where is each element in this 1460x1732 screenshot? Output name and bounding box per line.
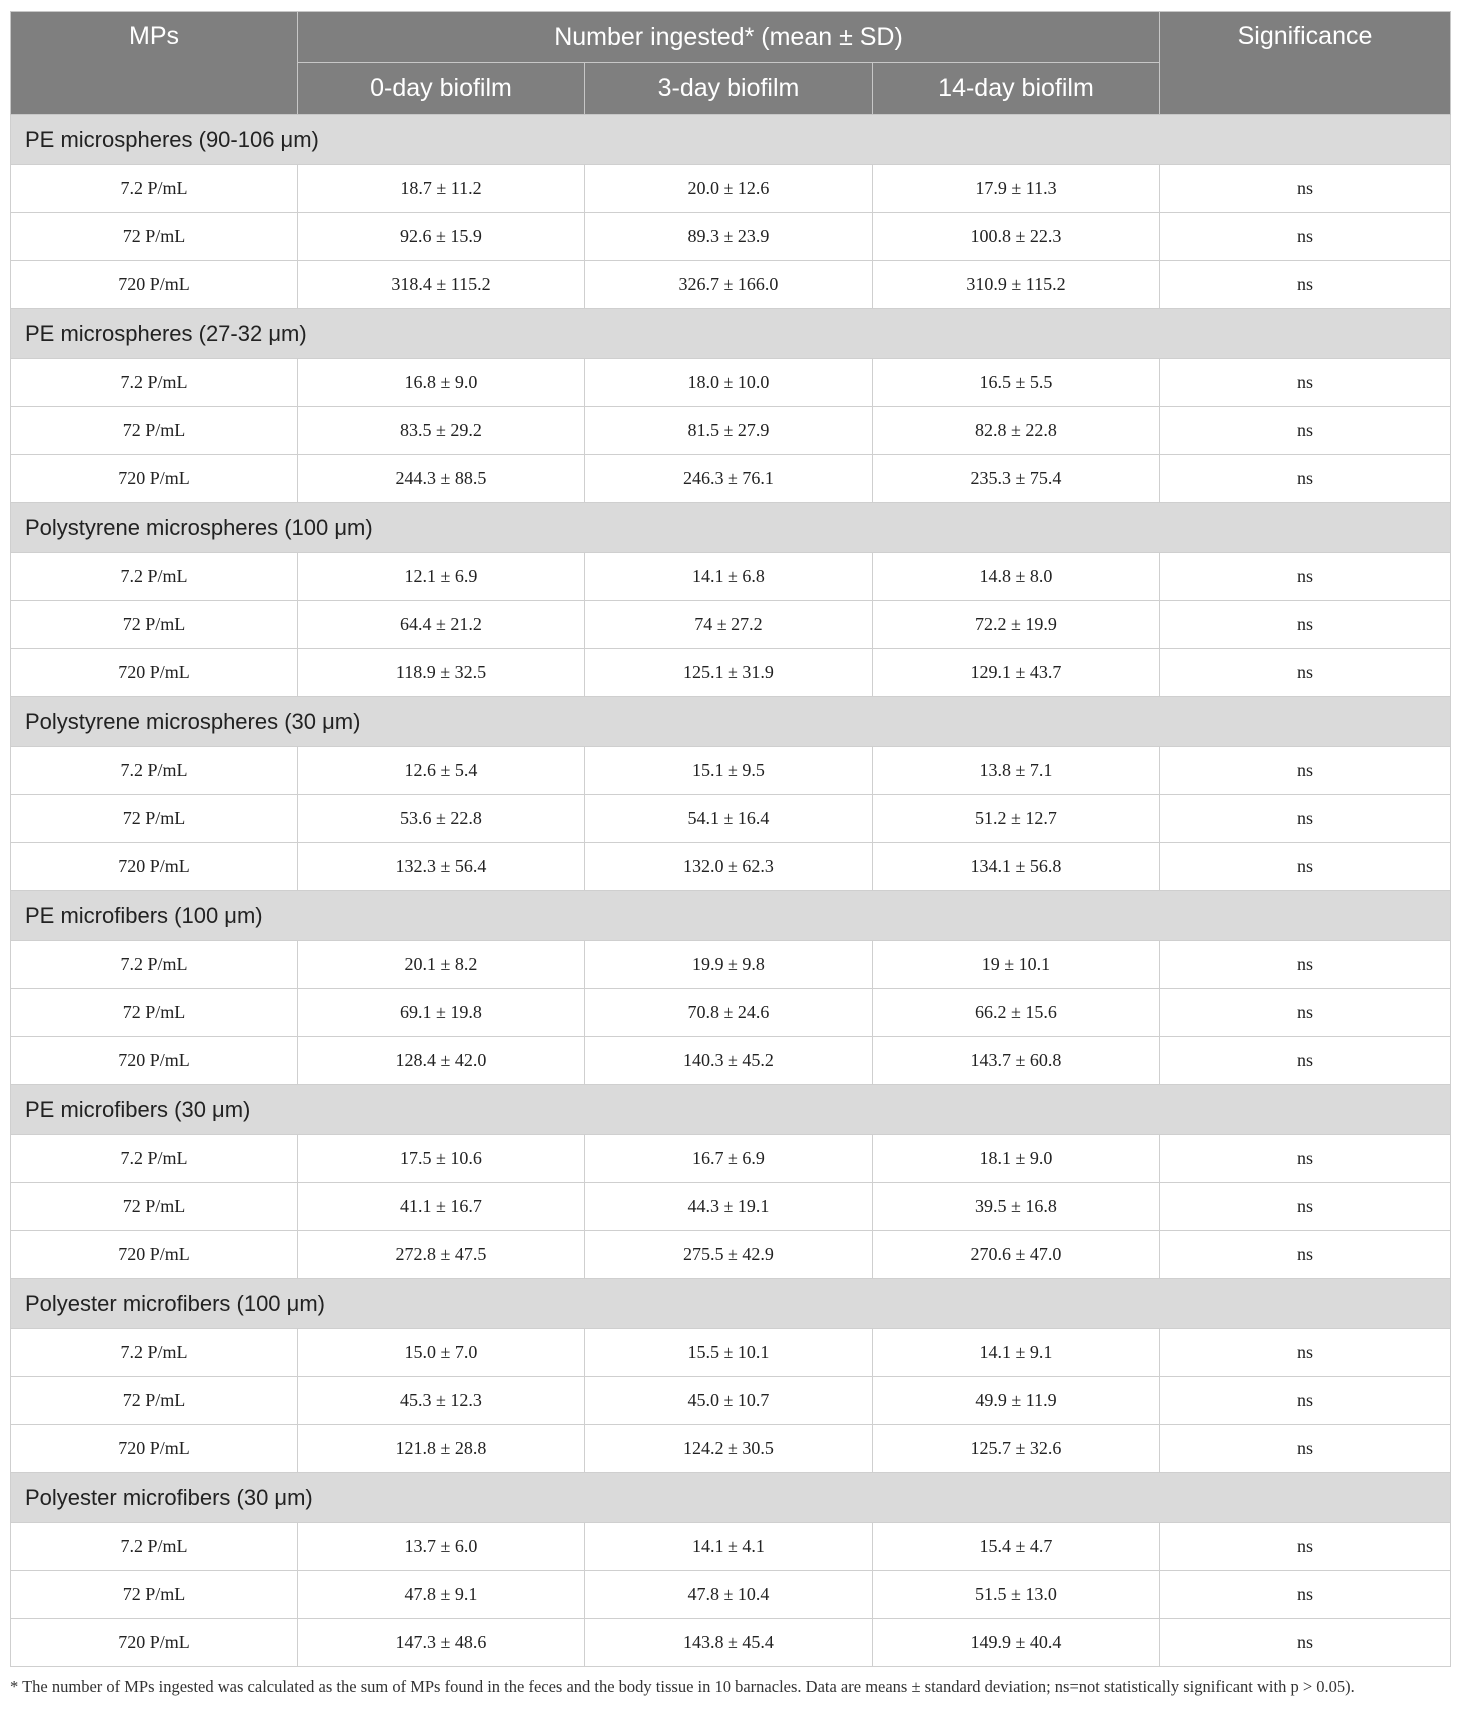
- significance-cell: ns: [1160, 1231, 1451, 1279]
- group-row: [11, 309, 1451, 359]
- concentration-cell: 72 P/mL: [11, 795, 298, 843]
- significance-cell: ns: [1160, 213, 1451, 261]
- day3-value-cell: 44.3 ± 19.1: [585, 1183, 873, 1231]
- significance-cell: ns: [1160, 1619, 1451, 1667]
- day0-value-cell: 13.7 ± 6.0: [298, 1523, 585, 1571]
- day14-value-cell: 134.1 ± 56.8: [873, 843, 1160, 891]
- day14-value-cell: 17.9 ± 11.3: [873, 165, 1160, 213]
- significance-cell: ns: [1160, 941, 1451, 989]
- day0-value-cell: 16.8 ± 9.0: [298, 359, 585, 407]
- day14-value-cell: 16.5 ± 5.5: [873, 359, 1160, 407]
- table-row: [11, 165, 1451, 213]
- day3-value-cell: 246.3 ± 76.1: [585, 455, 873, 503]
- significance-cell: ns: [1160, 843, 1451, 891]
- significance-cell: ns: [1160, 989, 1451, 1037]
- table-row: [11, 795, 1451, 843]
- day14-value-cell: 39.5 ± 16.8: [873, 1183, 1160, 1231]
- day3-value-cell: 125.1 ± 31.9: [585, 649, 873, 697]
- day0-value-cell: 92.6 ± 15.9: [298, 213, 585, 261]
- day3-value-cell: 70.8 ± 24.6: [585, 989, 873, 1037]
- day14-value-cell: 149.9 ± 40.4: [873, 1619, 1160, 1667]
- table-row: [11, 747, 1451, 795]
- group-row: [11, 503, 1451, 553]
- day3-value-cell: 15.1 ± 9.5: [585, 747, 873, 795]
- day0-value-cell: 318.4 ± 115.2: [298, 261, 585, 309]
- day14-value-cell: 18.1 ± 9.0: [873, 1135, 1160, 1183]
- day0-value-cell: 18.7 ± 11.2: [298, 165, 585, 213]
- group-title: Polystyrene microspheres (100 μm): [11, 503, 1451, 553]
- concentration-cell: 720 P/mL: [11, 843, 298, 891]
- day0-value-cell: 41.1 ± 16.7: [298, 1183, 585, 1231]
- day0-value-cell: 15.0 ± 7.0: [298, 1329, 585, 1377]
- table-row: [11, 843, 1451, 891]
- header-number-ingested: Number ingested* (mean ± SD): [298, 12, 1160, 63]
- day3-value-cell: 124.2 ± 30.5: [585, 1425, 873, 1473]
- table-row: [11, 1037, 1451, 1085]
- table-row: [11, 407, 1451, 455]
- group-row: [11, 1279, 1451, 1329]
- table-row: [11, 1571, 1451, 1619]
- day14-value-cell: 51.5 ± 13.0: [873, 1571, 1160, 1619]
- header-significance: Significance: [1160, 12, 1451, 115]
- day0-value-cell: 118.9 ± 32.5: [298, 649, 585, 697]
- group-title: Polystyrene microspheres (30 μm): [11, 697, 1451, 747]
- group-title: Polyester microfibers (100 μm): [11, 1279, 1451, 1329]
- table-row: [11, 455, 1451, 503]
- table-row: [11, 261, 1451, 309]
- significance-cell: ns: [1160, 1523, 1451, 1571]
- group-title: PE microfibers (30 μm): [11, 1085, 1451, 1135]
- table-row: [11, 1135, 1451, 1183]
- table-row: [11, 1523, 1451, 1571]
- ingestion-table: [10, 11, 1451, 1667]
- data-table-container: [10, 11, 1450, 1667]
- concentration-cell: 72 P/mL: [11, 407, 298, 455]
- day14-value-cell: 66.2 ± 15.6: [873, 989, 1160, 1037]
- day0-value-cell: 83.5 ± 29.2: [298, 407, 585, 455]
- day14-value-cell: 49.9 ± 11.9: [873, 1377, 1160, 1425]
- concentration-cell: 72 P/mL: [11, 601, 298, 649]
- day14-value-cell: 129.1 ± 43.7: [873, 649, 1160, 697]
- concentration-cell: 7.2 P/mL: [11, 165, 298, 213]
- significance-cell: ns: [1160, 1135, 1451, 1183]
- day14-value-cell: 270.6 ± 47.0: [873, 1231, 1160, 1279]
- table-row: [11, 1329, 1451, 1377]
- day3-value-cell: 326.7 ± 166.0: [585, 261, 873, 309]
- day14-value-cell: 310.9 ± 115.2: [873, 261, 1160, 309]
- day0-value-cell: 64.4 ± 21.2: [298, 601, 585, 649]
- table-row: [11, 1619, 1451, 1667]
- group-row: [11, 891, 1451, 941]
- day3-value-cell: 45.0 ± 10.7: [585, 1377, 873, 1425]
- concentration-cell: 720 P/mL: [11, 1425, 298, 1473]
- day0-value-cell: 20.1 ± 8.2: [298, 941, 585, 989]
- concentration-cell: 72 P/mL: [11, 213, 298, 261]
- group-title: PE microspheres (90-106 μm): [11, 115, 1451, 165]
- day14-value-cell: 100.8 ± 22.3: [873, 213, 1160, 261]
- concentration-cell: 72 P/mL: [11, 1377, 298, 1425]
- table-row: [11, 553, 1451, 601]
- day14-value-cell: 14.1 ± 9.1: [873, 1329, 1160, 1377]
- day3-value-cell: 18.0 ± 10.0: [585, 359, 873, 407]
- table-header: [11, 12, 1451, 115]
- concentration-cell: 7.2 P/mL: [11, 747, 298, 795]
- table-body: [11, 115, 1451, 1667]
- table-row: [11, 359, 1451, 407]
- day3-value-cell: 15.5 ± 10.1: [585, 1329, 873, 1377]
- day14-value-cell: 13.8 ± 7.1: [873, 747, 1160, 795]
- day0-value-cell: 17.5 ± 10.6: [298, 1135, 585, 1183]
- concentration-cell: 72 P/mL: [11, 1571, 298, 1619]
- concentration-cell: 7.2 P/mL: [11, 553, 298, 601]
- significance-cell: ns: [1160, 165, 1451, 213]
- day3-value-cell: 16.7 ± 6.9: [585, 1135, 873, 1183]
- day3-value-cell: 14.1 ± 6.8: [585, 553, 873, 601]
- day0-value-cell: 53.6 ± 22.8: [298, 795, 585, 843]
- day0-value-cell: 128.4 ± 42.0: [298, 1037, 585, 1085]
- day0-value-cell: 244.3 ± 88.5: [298, 455, 585, 503]
- group-row: [11, 115, 1451, 165]
- significance-cell: ns: [1160, 455, 1451, 503]
- significance-cell: ns: [1160, 261, 1451, 309]
- day0-value-cell: 272.8 ± 47.5: [298, 1231, 585, 1279]
- group-row: [11, 1085, 1451, 1135]
- day3-value-cell: 14.1 ± 4.1: [585, 1523, 873, 1571]
- significance-cell: ns: [1160, 795, 1451, 843]
- table-row: [11, 941, 1451, 989]
- significance-cell: ns: [1160, 407, 1451, 455]
- table-row: [11, 1183, 1451, 1231]
- group-title: PE microspheres (27-32 μm): [11, 309, 1451, 359]
- concentration-cell: 720 P/mL: [11, 261, 298, 309]
- day3-value-cell: 140.3 ± 45.2: [585, 1037, 873, 1085]
- concentration-cell: 720 P/mL: [11, 1619, 298, 1667]
- day14-value-cell: 235.3 ± 75.4: [873, 455, 1160, 503]
- day14-value-cell: 19 ± 10.1: [873, 941, 1160, 989]
- table-row: [11, 601, 1451, 649]
- concentration-cell: 7.2 P/mL: [11, 1135, 298, 1183]
- concentration-cell: 720 P/mL: [11, 649, 298, 697]
- day3-value-cell: 74 ± 27.2: [585, 601, 873, 649]
- table-row: [11, 649, 1451, 697]
- concentration-cell: 72 P/mL: [11, 989, 298, 1037]
- group-row: [11, 697, 1451, 747]
- day14-value-cell: 15.4 ± 4.7: [873, 1523, 1160, 1571]
- day0-value-cell: 121.8 ± 28.8: [298, 1425, 585, 1473]
- table-row: [11, 1377, 1451, 1425]
- concentration-cell: 720 P/mL: [11, 1037, 298, 1085]
- significance-cell: ns: [1160, 1571, 1451, 1619]
- significance-cell: ns: [1160, 553, 1451, 601]
- table-row: [11, 1231, 1451, 1279]
- group-title: Polyester microfibers (30 μm): [11, 1473, 1451, 1523]
- header-mps: MPs: [11, 12, 298, 115]
- concentration-cell: 7.2 P/mL: [11, 1329, 298, 1377]
- day3-value-cell: 81.5 ± 27.9: [585, 407, 873, 455]
- significance-cell: ns: [1160, 359, 1451, 407]
- day0-value-cell: 132.3 ± 56.4: [298, 843, 585, 891]
- concentration-cell: 720 P/mL: [11, 455, 298, 503]
- significance-cell: ns: [1160, 1425, 1451, 1473]
- day14-value-cell: 51.2 ± 12.7: [873, 795, 1160, 843]
- significance-cell: ns: [1160, 649, 1451, 697]
- group-title: PE microfibers (100 μm): [11, 891, 1451, 941]
- day14-value-cell: 82.8 ± 22.8: [873, 407, 1160, 455]
- day0-value-cell: 47.8 ± 9.1: [298, 1571, 585, 1619]
- table-row: [11, 213, 1451, 261]
- header-day0: 0-day biofilm: [298, 63, 585, 115]
- significance-cell: ns: [1160, 1329, 1451, 1377]
- day14-value-cell: 14.8 ± 8.0: [873, 553, 1160, 601]
- day3-value-cell: 54.1 ± 16.4: [585, 795, 873, 843]
- day0-value-cell: 45.3 ± 12.3: [298, 1377, 585, 1425]
- group-row: [11, 1473, 1451, 1523]
- concentration-cell: 72 P/mL: [11, 1183, 298, 1231]
- day3-value-cell: 275.5 ± 42.9: [585, 1231, 873, 1279]
- header-day14: 14-day biofilm: [873, 63, 1160, 115]
- day3-value-cell: 20.0 ± 12.6: [585, 165, 873, 213]
- table-row: [11, 989, 1451, 1037]
- day3-value-cell: 89.3 ± 23.9: [585, 213, 873, 261]
- concentration-cell: 7.2 P/mL: [11, 359, 298, 407]
- concentration-cell: 7.2 P/mL: [11, 1523, 298, 1571]
- significance-cell: ns: [1160, 1037, 1451, 1085]
- day3-value-cell: 143.8 ± 45.4: [585, 1619, 873, 1667]
- table-row: [11, 1425, 1451, 1473]
- day0-value-cell: 12.6 ± 5.4: [298, 747, 585, 795]
- significance-cell: ns: [1160, 601, 1451, 649]
- day0-value-cell: 147.3 ± 48.6: [298, 1619, 585, 1667]
- day3-value-cell: 132.0 ± 62.3: [585, 843, 873, 891]
- day3-value-cell: 19.9 ± 9.8: [585, 941, 873, 989]
- day3-value-cell: 47.8 ± 10.4: [585, 1571, 873, 1619]
- significance-cell: ns: [1160, 1377, 1451, 1425]
- day14-value-cell: 125.7 ± 32.6: [873, 1425, 1160, 1473]
- day0-value-cell: 12.1 ± 6.9: [298, 553, 585, 601]
- header-day3: 3-day biofilm: [585, 63, 873, 115]
- day14-value-cell: 143.7 ± 60.8: [873, 1037, 1160, 1085]
- day14-value-cell: 72.2 ± 19.9: [873, 601, 1160, 649]
- table-footnote: * The number of MPs ingested was calculated as the sum of MPs found in the feces and the body tissue in 10 barnacles. Data are means ± standard deviation; ns=not statistically significant with p > 0.05).: [10, 1677, 1355, 1696]
- significance-cell: ns: [1160, 747, 1451, 795]
- significance-cell: ns: [1160, 1183, 1451, 1231]
- concentration-cell: 7.2 P/mL: [11, 941, 298, 989]
- day0-value-cell: 69.1 ± 19.8: [298, 989, 585, 1037]
- concentration-cell: 720 P/mL: [11, 1231, 298, 1279]
